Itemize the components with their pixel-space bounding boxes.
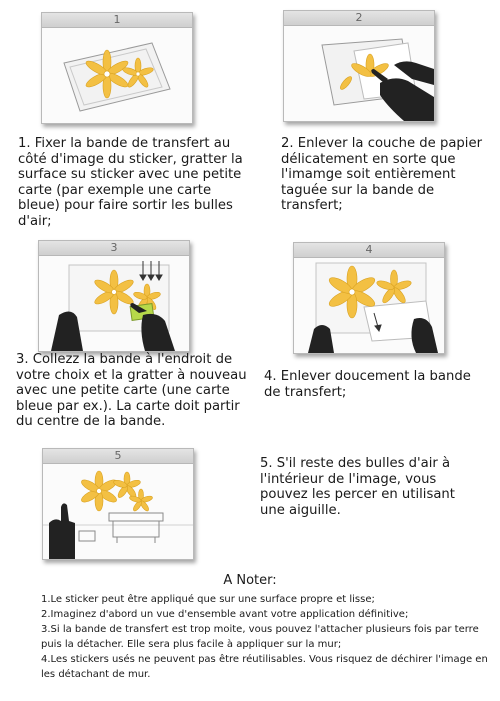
sofa-icon [79, 513, 163, 543]
step-2-drawing [284, 25, 434, 121]
step-5-drawing [43, 463, 193, 559]
step-1-text: 1. Fixer la bande de transfert au côté d'image du sticker, gratter la surface su sticker avec une petite carte (par exemple une carte bleue) pour faire sortir les bulles d'air; [18, 136, 243, 229]
step-1-drawing [42, 27, 192, 123]
step-1-illustration [41, 12, 193, 124]
step-3-text: 3. Collezz la bande à l'endroit de votre choix et la gratter à nouveau avec une petite carte (une carte bleue par ex.). La carte doit partir du centre de la bande. [16, 352, 247, 429]
note-item: 4.Les stickers usés ne peuvent pas être réutilisables. Vous risquez de déchirer l'image en les détachant de mur. [41, 654, 488, 680]
step-4-illustration [293, 242, 445, 354]
step-3-number: 3 [39, 241, 189, 256]
note-item: 1.Le sticker peut être appliqué que sur une surface propre et lisse; [41, 594, 375, 605]
step-5-number: 5 [43, 449, 193, 464]
arrow-down-icon [140, 261, 162, 280]
step-4-text: 4. Enlever doucement la bande de transfert; [264, 369, 471, 400]
notes-title: A Noter: [223, 573, 277, 588]
step-5-text: 5. S'il reste des bulles d'air à l'intérieur de l'image, vous pouvez les percer en utilisant une aiguille. [260, 456, 455, 518]
step-3-drawing [39, 255, 189, 351]
step-4-number: 4 [294, 243, 444, 258]
step-5-illustration [42, 448, 194, 560]
step-2-number: 2 [284, 11, 434, 26]
step-3-illustration [38, 240, 190, 352]
thumbs-up-icon [49, 503, 75, 559]
notes-list [41, 592, 491, 682]
step-1-number: 1 [42, 13, 192, 28]
note-item: 3.Si la bande de transfert est trop moite, vous pouvez l'attacher plusieurs fois par terre puis la détacher. Elle sera plus facile à appliquer sur la mur; [41, 624, 479, 650]
step-2-text: 2. Enlever la couche de papier délicatement en sorte que l'imamge soit entièrement taguée sur la bande de transfert; [281, 136, 482, 213]
note-item: 2.Imaginez d'abord un vue d'ensemble avant votre application définitive; [41, 609, 409, 620]
step-4-drawing [294, 257, 444, 353]
step-2-illustration [283, 10, 435, 122]
